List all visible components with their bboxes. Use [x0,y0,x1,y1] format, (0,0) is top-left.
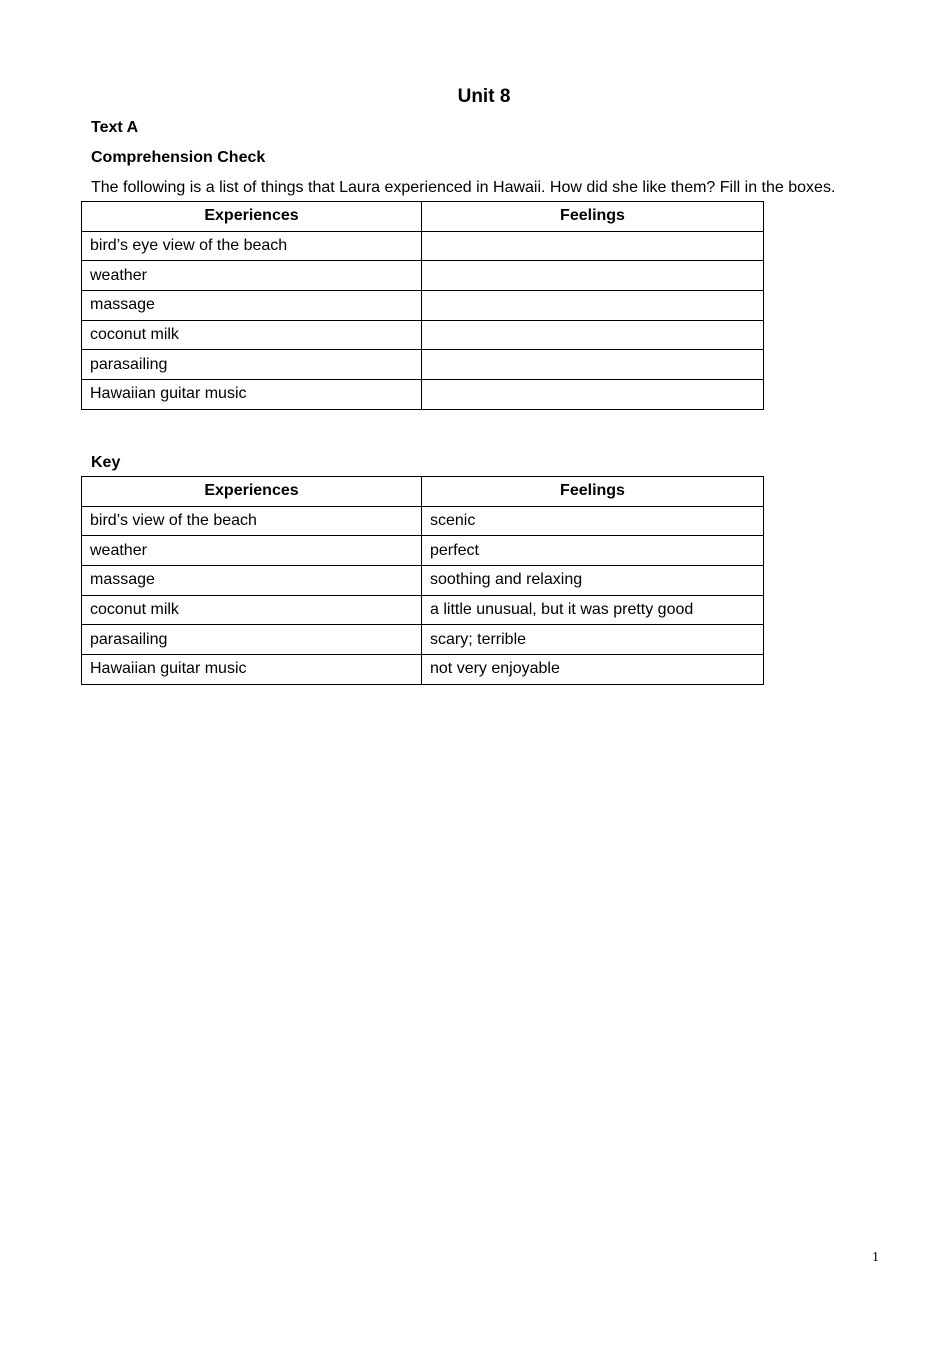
experience-cell: weather [82,536,422,566]
table-row [82,536,764,566]
experience-cell: massage [82,291,422,321]
section-label: Text A [91,119,139,136]
page-title: Unit 8 [457,86,511,107]
table-row [82,231,764,261]
column-header-feelings: Feelings [422,202,764,232]
table-header-row [82,202,764,232]
feeling-cell: not very enjoyable [422,655,764,685]
table-row [82,350,764,380]
page-number: 1 [872,1250,879,1265]
experience-cell: bird’s eye view of the beach [82,231,422,261]
experience-cell: Hawaiian guitar music [82,655,422,685]
table-row [82,566,764,596]
key-label: Key [91,454,121,471]
table-row [82,291,764,321]
instructions: The following is a list of things that Laura experienced in Hawaii. How did she like them? Fill in the boxes. [91,179,836,196]
experience-cell: coconut milk [82,595,422,625]
experience-cell: bird’s view of the beach [82,506,422,536]
feeling-cell: soothing and relaxing [422,566,764,596]
table-row [82,261,764,291]
experience-cell: parasailing [82,625,422,655]
feeling-answer-box[interactable] [422,320,764,350]
feeling-cell: perfect [422,536,764,566]
exercise-table [81,201,764,410]
experience-cell: parasailing [82,350,422,380]
subsection-label: Comprehension Check [91,149,266,166]
key-table [81,476,764,685]
feeling-answer-box[interactable] [422,291,764,321]
table-row [82,320,764,350]
feeling-answer-box[interactable] [422,350,764,380]
table-row [82,655,764,685]
table-row [82,625,764,655]
column-header-feelings: Feelings [422,477,764,507]
column-header-experiences: Experiences [82,477,422,507]
experience-cell: coconut milk [82,320,422,350]
table-row [82,506,764,536]
feeling-cell: scary; terrible [422,625,764,655]
feeling-answer-box[interactable] [422,380,764,410]
feeling-answer-box[interactable] [422,231,764,261]
table-header-row [82,477,764,507]
table-row [82,595,764,625]
feeling-cell: scenic [422,506,764,536]
feeling-cell: a little unusual, but it was pretty good [422,595,764,625]
experience-cell: weather [82,261,422,291]
experience-cell: massage [82,566,422,596]
experience-cell: Hawaiian guitar music [82,380,422,410]
column-header-experiences: Experiences [82,202,422,232]
table-row [82,380,764,410]
feeling-answer-box[interactable] [422,261,764,291]
